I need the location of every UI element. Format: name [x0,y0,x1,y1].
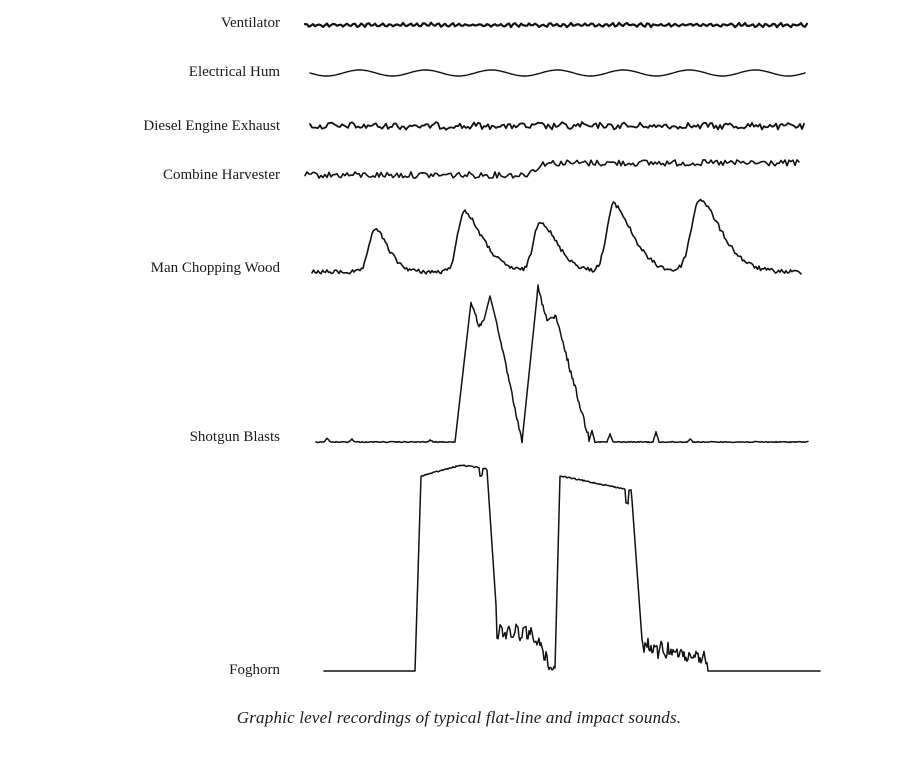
trace-ventilator [305,23,807,28]
trace-shotgun-blasts [316,285,808,443]
trace-combine-harvester [305,160,799,178]
trace-diesel-engine-exhaust [310,122,804,130]
trace-foghorn [324,465,820,671]
label-shotgun-blasts: Shotgun Blasts [189,429,280,445]
figure-caption: Graphic level recordings of typical flat-line and impact sounds. [236,708,682,727]
label-ventilator: Ventilator [220,15,280,31]
label-electrical-hum: Electrical Hum [188,64,280,80]
trace-man-chopping-wood [312,200,801,274]
label-combine-harvester: Combine Harvester [162,167,280,183]
label-man-chopping-wood: Man Chopping Wood [150,260,280,276]
label-foghorn: Foghorn [229,662,280,678]
label-diesel-engine-exhaust: Diesel Engine Exhaust [143,118,280,134]
trace-electrical-hum [310,70,805,76]
